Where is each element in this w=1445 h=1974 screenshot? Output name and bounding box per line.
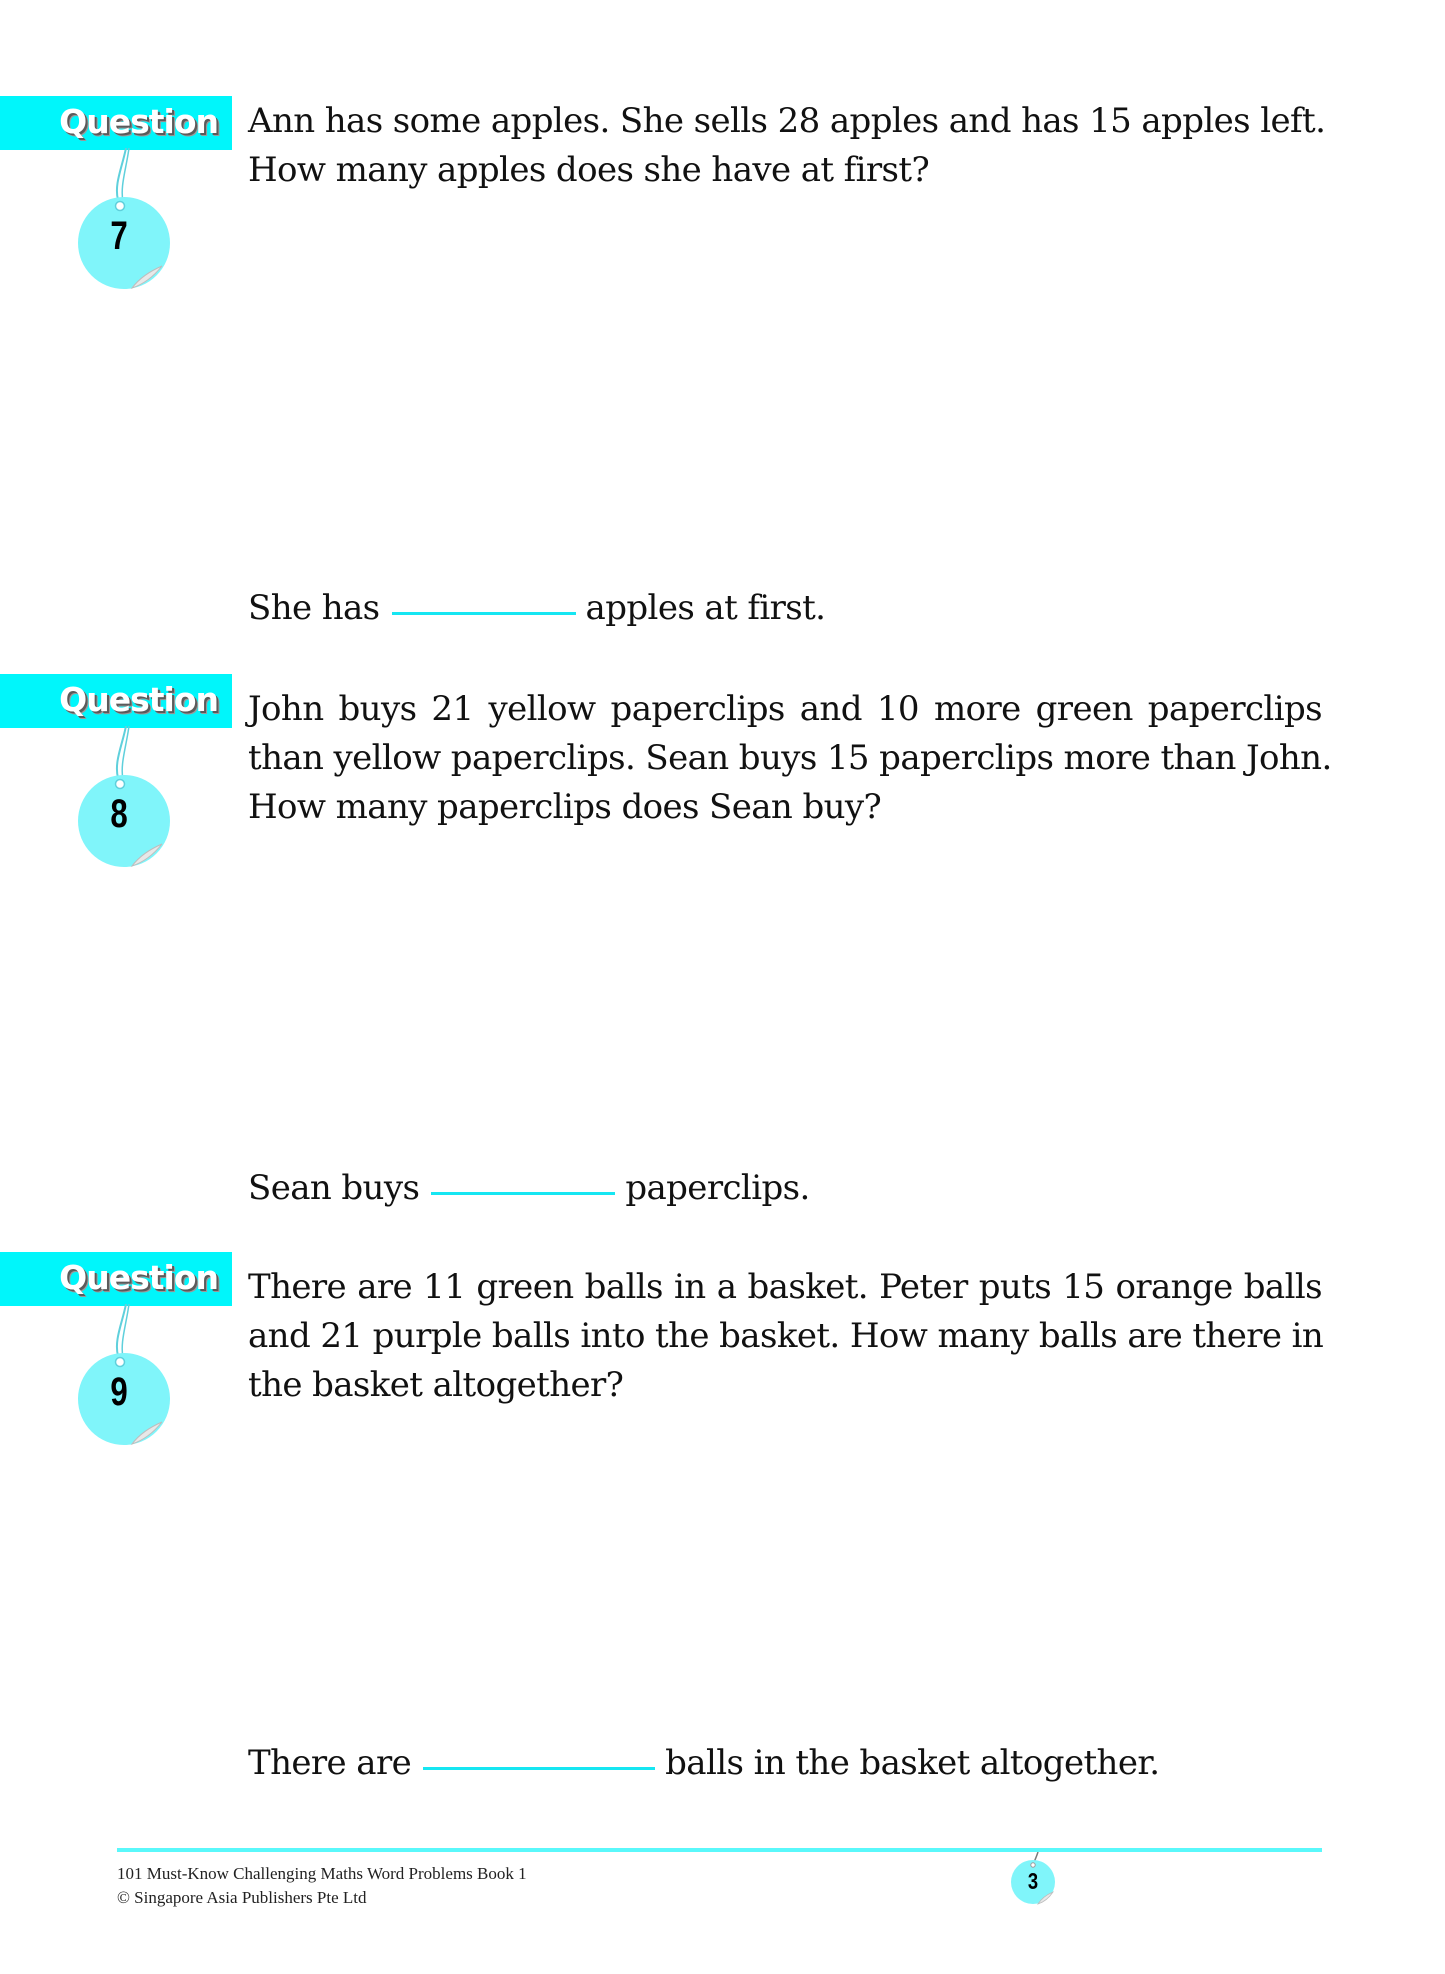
question-line: and 21 purple balls into the basket. How many balls are there in [248, 1316, 1324, 1356]
footer-text [117, 1862, 527, 1910]
question-line: the basket altogether? [248, 1365, 624, 1405]
answer-sentence [248, 1166, 810, 1210]
question-number: 9 [110, 1370, 128, 1414]
question-line: How many paperclips does Sean buy? [248, 787, 882, 827]
question-text [248, 97, 1326, 195]
question-text [248, 685, 1332, 832]
number-tag-icon [60, 148, 190, 298]
question-text [248, 1263, 1322, 1410]
question-banner [0, 674, 232, 728]
copyright: © Singapore Asia Publishers Pte Ltd [117, 1888, 367, 1907]
answer-suffix: apples at first. [585, 588, 826, 628]
question-number: 8 [110, 792, 128, 836]
answer-prefix: There are [248, 1743, 412, 1783]
answer-prefix: She has [248, 588, 380, 628]
question-label: Question [59, 680, 218, 719]
answer-suffix: paperclips. [625, 1168, 810, 1208]
question-line: There are 11 green balls in a basket. Peter puts 15 orange balls [248, 1267, 1322, 1307]
question-number: 7 [110, 214, 128, 258]
answer-prefix: Sean buys [248, 1168, 420, 1208]
question-banner [0, 1252, 232, 1306]
question-line: Ann has some apples. She sells 28 apples and has 15 apples left. [248, 101, 1326, 141]
answer-blank-input[interactable] [423, 1767, 655, 1770]
question-line: John buys 21 yellow paperclips and 10 more green paperclips [248, 689, 1322, 729]
answer-sentence [248, 1741, 1159, 1785]
answer-blank-input[interactable] [431, 1192, 615, 1195]
page-number-badge [1005, 1852, 1065, 1912]
question-banner [0, 96, 232, 150]
question-line: than yellow paperclips. Sean buys 15 paperclips more than John. [248, 738, 1332, 778]
question-line: How many apples does she have at first? [248, 150, 930, 190]
question-label: Question [59, 1258, 218, 1297]
footer-divider [117, 1848, 1322, 1852]
answer-sentence [248, 586, 825, 630]
answer-blank-input[interactable] [392, 612, 576, 615]
answer-suffix: balls in the basket altogether. [665, 1743, 1160, 1783]
book-title: 101 Must-Know Challenging Maths Word Problems Book 1 [117, 1864, 527, 1883]
question-label: Question [59, 102, 218, 141]
number-tag-icon [60, 726, 190, 876]
number-tag-icon [60, 1304, 190, 1454]
page-number: 3 [1027, 1868, 1039, 1894]
